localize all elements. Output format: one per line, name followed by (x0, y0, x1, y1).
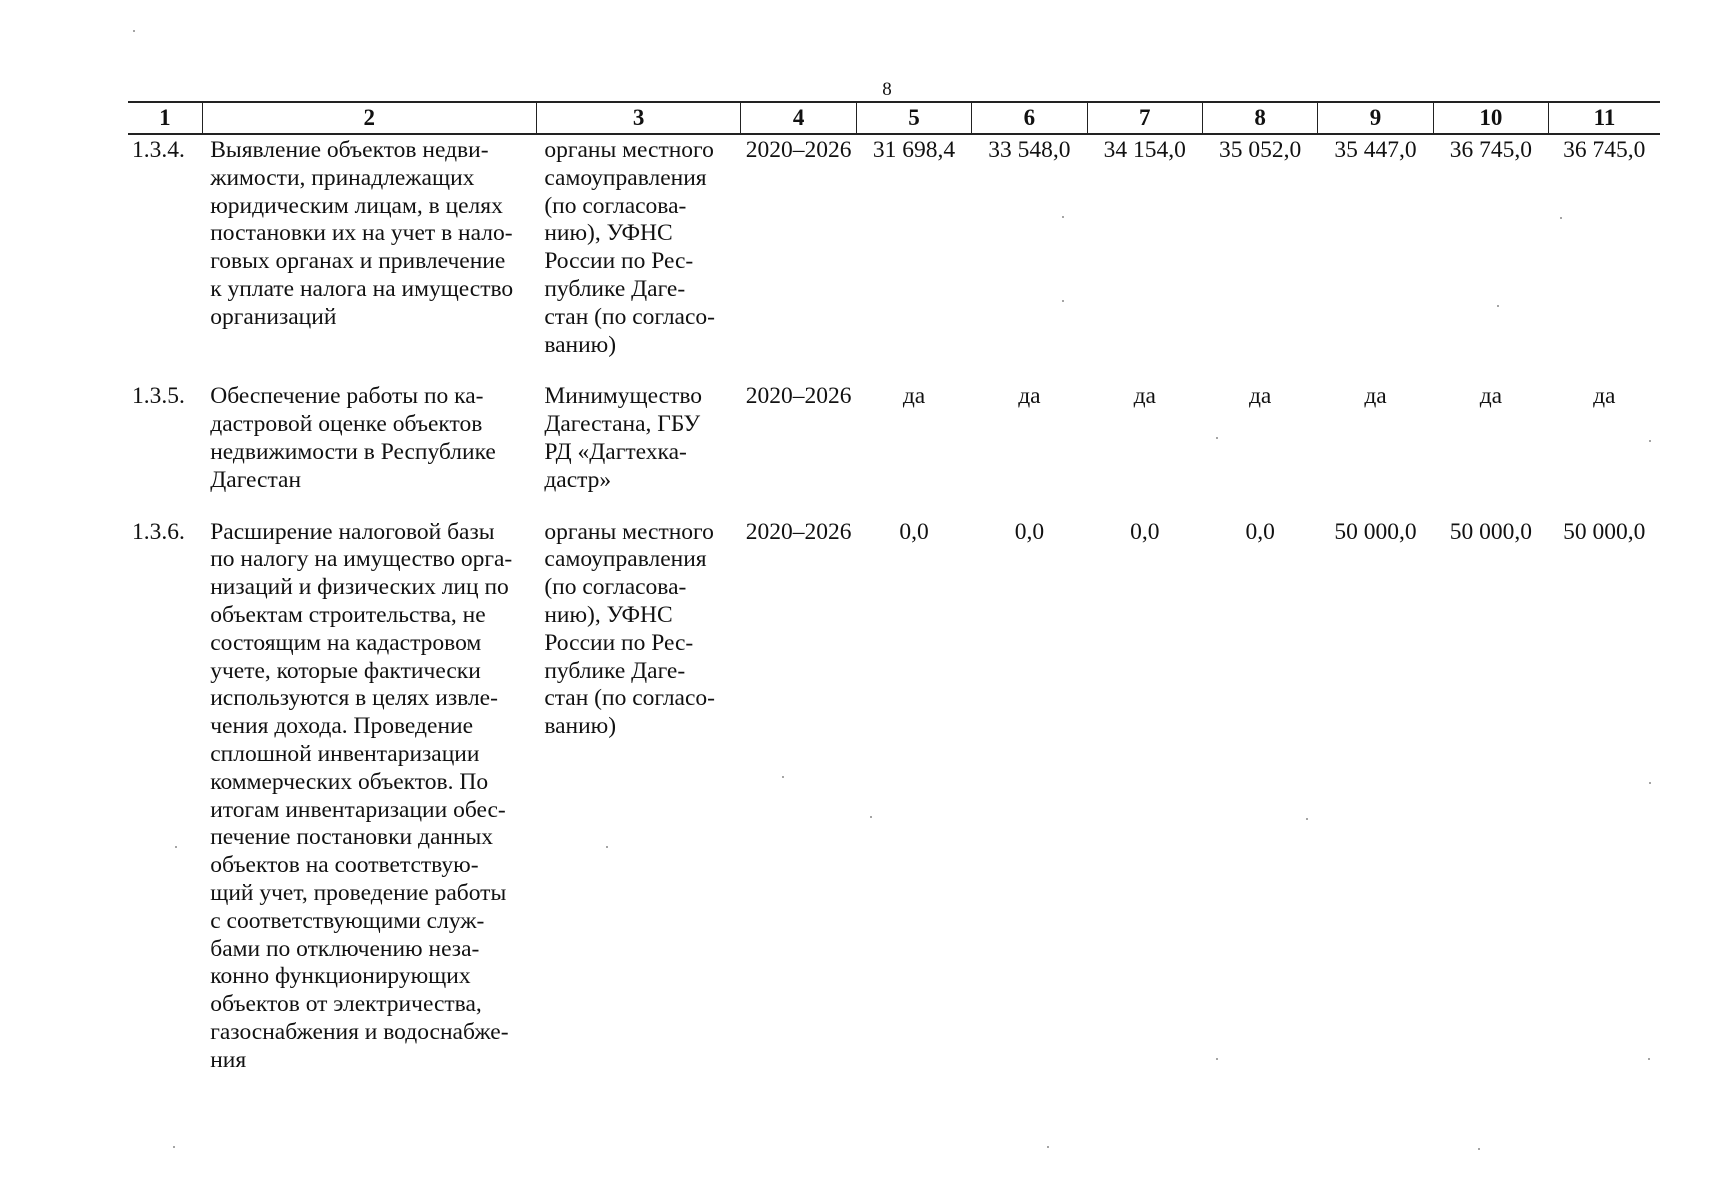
measure-value-col-8: да (1248, 383, 1272, 410)
scan-speck (1497, 305, 1499, 307)
measure-name-line: говых органах и привлечение (210, 248, 506, 275)
table-row (128, 383, 1660, 518)
measure-name-line: организаций (210, 303, 337, 330)
measure-name-line: Обеспечение работы по ка- (210, 383, 484, 410)
measure-name-line: газоснабжения и водоснабже- (210, 1018, 509, 1045)
measure-name (202, 134, 536, 383)
program-measures-table (128, 101, 1660, 1099)
measure-executor-line: нию), УФНС (544, 220, 673, 247)
measure-name (202, 519, 536, 1099)
scan-speck (782, 776, 784, 778)
measure-name-line: сплошной инвентаризации (210, 740, 480, 767)
measure-executor-line: органы местного (544, 137, 714, 163)
scan-speck (175, 846, 177, 848)
measure-value-col-10: 50 000,0 (1449, 518, 1533, 545)
measure-executor-line: самоуправления (544, 546, 707, 573)
measure-executor-line: РД «Дагтехка- (544, 438, 687, 465)
measure-name-line: чения дохода. Проведение (210, 713, 474, 740)
table-body (128, 134, 1660, 1099)
measure-value-col-8: 35 052,0 (1219, 137, 1302, 163)
page-number: 8 (882, 79, 892, 100)
header-row (128, 102, 1660, 134)
measure-name (202, 383, 536, 518)
scan-speck (870, 816, 872, 818)
measure-value-col-6: 0,0 (1014, 518, 1045, 545)
table-row (128, 519, 1660, 1099)
measure-period: 2020–2026 (745, 383, 852, 410)
measure-executor-line: стан (по согласо- (544, 685, 715, 712)
measure-name-line: объектам строительства, не (210, 601, 486, 628)
column-header-3: 3 (536, 102, 741, 134)
measure-executor-line: (по согласова- (544, 192, 687, 219)
measure-executor-line: дастр» (544, 466, 612, 493)
column-header-2: 2 (202, 102, 536, 134)
measure-executor-line: ванию) (544, 713, 617, 740)
measure-value-col-7: 0,0 (1130, 518, 1160, 545)
scan-speck (606, 846, 608, 848)
column-header-4: 4 (741, 102, 856, 134)
measure-executor-line: Минимущество (544, 383, 703, 410)
column-header-1: 1 (128, 102, 202, 134)
scan-speck (1216, 437, 1218, 439)
measure-executor-line: органы местного (544, 518, 714, 545)
measure-value-col-11: 36 745,0 (1563, 137, 1646, 163)
column-header-7: 7 (1087, 102, 1202, 134)
scan-speck (1649, 782, 1651, 784)
scan-speck (1648, 1058, 1650, 1060)
measure-name-line: итогам инвентаризации обес- (210, 796, 506, 823)
scan-speck (1306, 818, 1308, 820)
measure-executor (536, 383, 741, 518)
measure-executor-line: России по Рес- (544, 629, 694, 656)
measure-executor-line: ванию) (544, 331, 617, 358)
measure-name-line: по налогу на имущество орга- (210, 546, 513, 573)
measure-value-col-7: 34 154,0 (1103, 137, 1186, 163)
measure-period: 2020–2026 (745, 137, 852, 163)
measure-value-col-10: да (1479, 383, 1503, 410)
measure-executor-line: стан (по согласо- (544, 303, 715, 330)
scan-speck (173, 1146, 175, 1148)
measure-name-line: конно функционирующих (210, 963, 471, 990)
measure-name-line: недвижимости в Республике (210, 438, 496, 465)
measure-name-line: дастровой оценке объектов (210, 411, 483, 438)
scan-speck (1047, 1146, 1049, 1148)
scan-speck (1478, 1148, 1480, 1150)
column-header-6: 6 (972, 102, 1087, 134)
measure-value-col-7: да (1133, 383, 1156, 410)
measure-executor-line: Дагестана, ГБУ (544, 411, 701, 438)
measure-number: 1.3.6. (132, 518, 185, 545)
measure-executor-line: публике Даге- (544, 275, 686, 302)
measure-name-line: состоящим на кадастровом (210, 629, 482, 656)
measure-value-col-6: да (1018, 383, 1041, 410)
measure-name-line: с соответствующими служ- (210, 907, 485, 934)
column-header-10: 10 (1433, 102, 1548, 134)
measure-executor (536, 519, 741, 1099)
measure-value-col-9: да (1364, 383, 1387, 410)
measure-number: 1.3.5. (132, 383, 185, 410)
scan-speck (1062, 300, 1064, 302)
measure-name-line: Расширение налоговой базы (210, 518, 495, 545)
measure-name-line: используются в целях извле- (210, 685, 498, 712)
column-header-11: 11 (1549, 102, 1660, 134)
scan-speck (133, 30, 135, 32)
measure-value-col-5: да (902, 383, 926, 410)
measure-value-col-8: 0,0 (1245, 518, 1275, 545)
measure-executor-line: самоуправления (544, 164, 707, 191)
measure-executor-line: России по Рес- (544, 248, 694, 275)
measure-name-line: постановки их на учет в нало- (210, 220, 513, 247)
column-header-5: 5 (856, 102, 971, 134)
measure-name-line: щий учет, проведение работы (210, 879, 507, 906)
measure-period: 2020–2026 (745, 518, 852, 545)
measure-executor (536, 134, 741, 383)
measure-value-col-9: 50 000,0 (1334, 518, 1417, 545)
measure-name-line: бами по отключению неза- (210, 935, 480, 962)
column-header-9: 9 (1318, 102, 1433, 134)
measure-executor-line: нию), УФНС (544, 601, 673, 628)
measure-name-line: объектов на соответствую- (210, 852, 479, 879)
measure-executor-line: (по согласова- (544, 574, 687, 601)
measure-name-line: печение постановки данных (210, 824, 494, 851)
column-header-8: 8 (1202, 102, 1317, 134)
scan-speck (1216, 1058, 1218, 1060)
measure-executor-line: публике Даге- (544, 657, 686, 684)
measure-name-line: к уплате налога на имущество (210, 275, 514, 302)
scan-speck (1062, 216, 1064, 218)
measure-value-col-5: 31 698,4 (872, 137, 956, 163)
scan-speck (1649, 440, 1651, 442)
measure-name-line: Выявление объектов недви- (210, 137, 489, 163)
measure-value-col-10: 36 745,0 (1449, 137, 1533, 163)
measure-name-line: объектов от электричества, (210, 991, 482, 1018)
measure-value-col-9: 35 447,0 (1334, 137, 1417, 163)
measure-name-line: низаций и физических лиц по (210, 574, 509, 601)
measure-name-line: учете, которые фактически (210, 657, 481, 684)
measure-name-line: ния (210, 1046, 247, 1073)
measure-value-col-5: 0,0 (899, 518, 929, 545)
measure-value-col-11: 50 000,0 (1563, 518, 1646, 545)
measure-name-line: юридическим лицам, в целях (210, 192, 503, 219)
measure-name-line: Дагестан (210, 466, 302, 493)
measure-name-line: коммерческих объектов. По (210, 768, 489, 795)
measure-value-col-6: 33 548,0 (988, 137, 1071, 163)
measure-number: 1.3.4. (132, 137, 185, 163)
measure-value-col-11: да (1593, 383, 1616, 410)
measure-name-line: жимости, принадлежащих (210, 164, 475, 191)
table-row (128, 134, 1660, 383)
scan-speck (1560, 217, 1562, 219)
